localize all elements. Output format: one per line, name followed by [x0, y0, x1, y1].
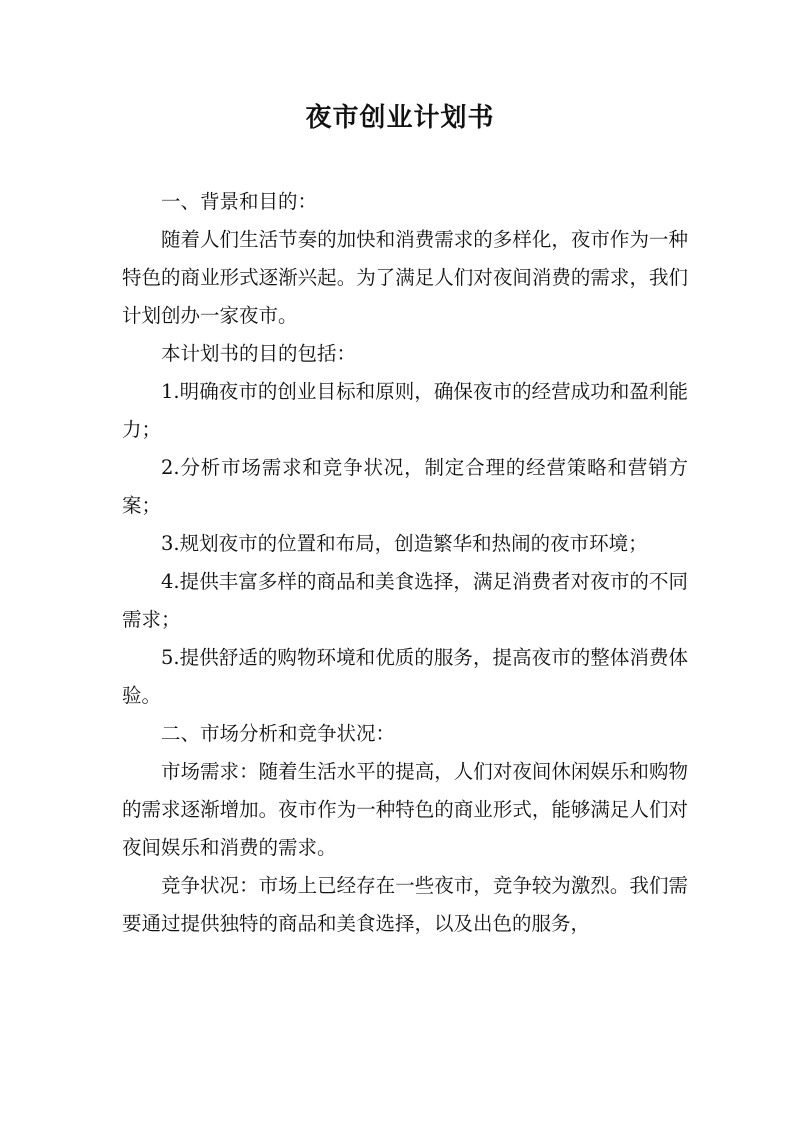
document-title: 夜市创业计划书 [305, 103, 495, 133]
list-item-goal-1: 1.明确夜市的创业目标和原则，确保夜市的经营成功和盈利能力； [122, 380, 688, 441]
section-heading-background: 一、背景和目的： [161, 190, 318, 213]
document-body [122, 183, 688, 943]
paragraph-market-demand: 市场需求：随着生活水平的提高，人们对夜间休闲娱乐和购物的需求逐渐增加。夜市作为一种特色的商业形式，能够满足人们对夜间娱乐和消费的需求。 [122, 760, 688, 859]
list-item-goal-2: 2.分析市场需求和竞争状况，制定合理的经营策略和营销方案； [122, 456, 688, 517]
list-item-goal-4: 4.提供丰富多样的商品和美食选择，满足消费者对夜市的不同需求； [122, 570, 688, 631]
paragraph-purpose-intro: 本计划书的目的包括： [161, 342, 357, 365]
paragraph-background: 随着人们生活节奏的加快和消费需求的多样化，夜市作为一种特色的商业形式逐渐兴起。为了满足人们对夜间消费的需求，我们计划创办一家夜市。 [122, 228, 688, 327]
list-item-goal-3: 3.规划夜市的位置和布局，创造繁华和热闹的夜市环境； [161, 532, 648, 555]
section-heading-market: 二、市场分析和竞争状况： [161, 722, 396, 745]
list-item-goal-5: 5.提供舒适的购物环境和优质的服务，提高夜市的整体消费体验。 [122, 646, 688, 707]
paragraph-competition: 竞争状况：市场上已经存在一些夜市，竞争较为激烈。我们需要通过提供独特的商品和美食选择，以及出色的服务， [122, 874, 688, 935]
